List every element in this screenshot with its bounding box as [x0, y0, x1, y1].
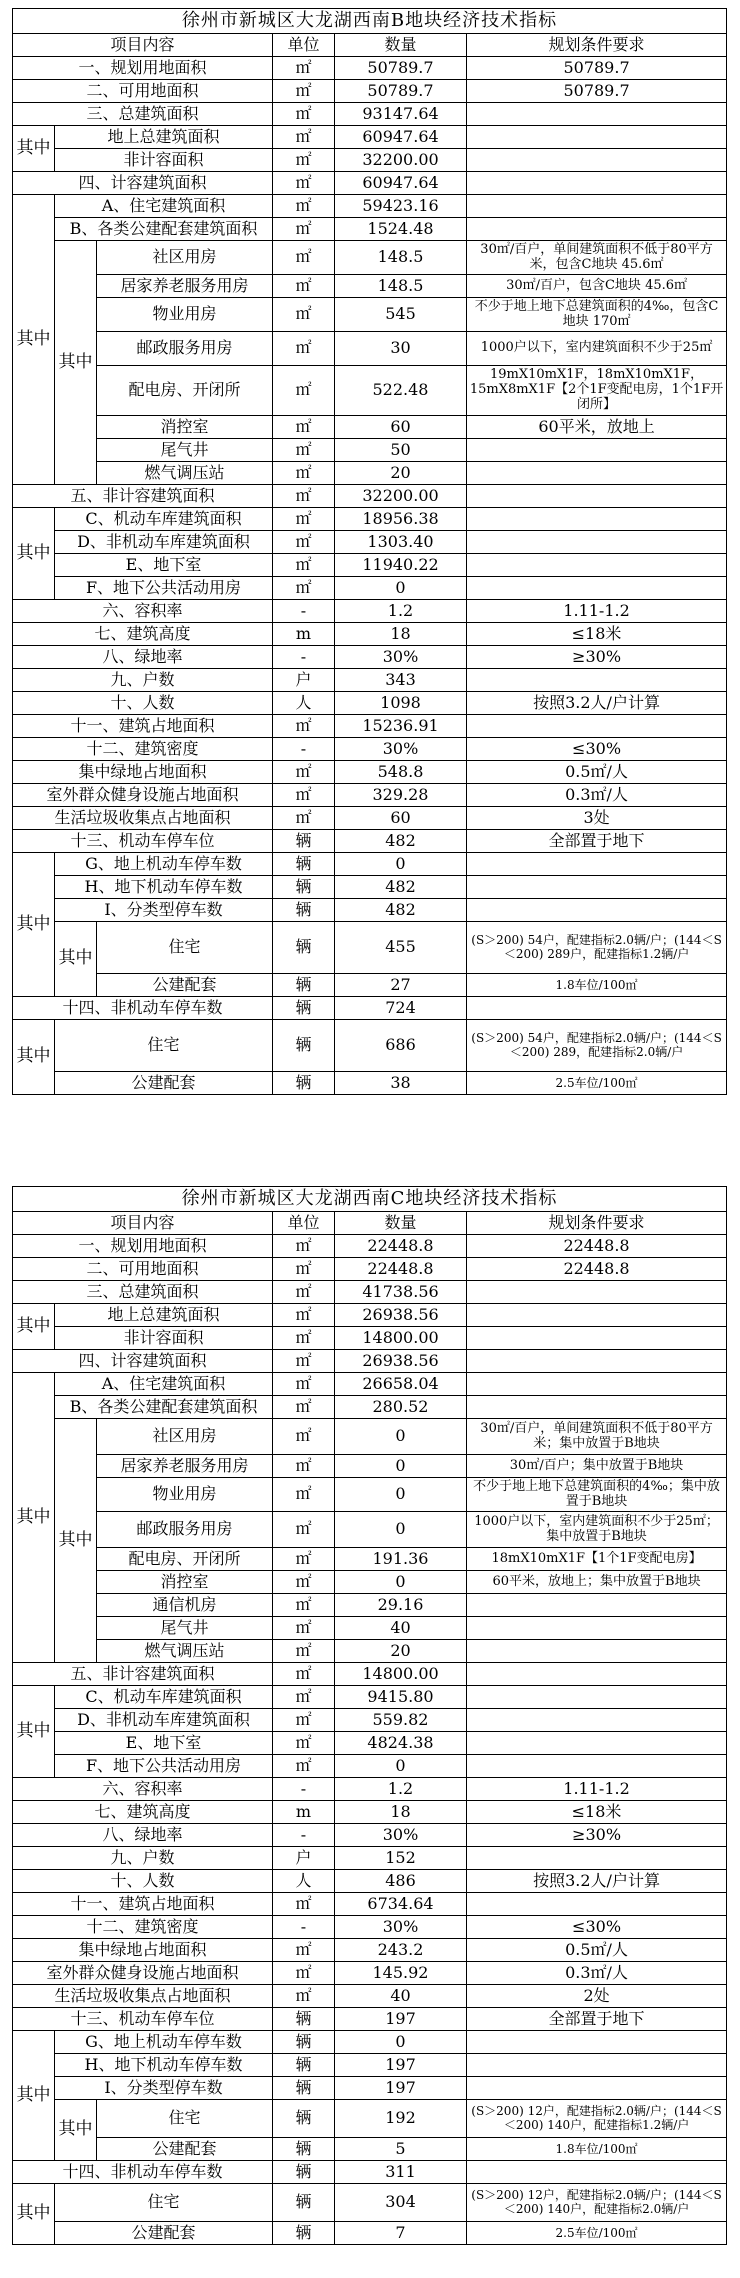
table-row: 其中 A、住宅建筑面积 ㎡ 26658.04 — [13, 1373, 727, 1396]
table-row: E、地下室 ㎡ 4824.38 — [13, 1732, 727, 1755]
table-row: 十、人数 人 1098 按照3.2人/户计算 — [13, 692, 727, 715]
header-row — [13, 1212, 727, 1235]
header-unit: 单位 — [273, 34, 335, 57]
table-row: 非计容面积 ㎡ 32200.00 — [13, 149, 727, 172]
table-row: 室外群众健身设施占地面积 ㎡ 145.92 0.3㎡/人 — [13, 1962, 727, 1985]
table-row: 其中 住宅 辆 304 (S＞200) 12户，配建指标2.0辆/户；(144＜S＜200) 140户，配建指标2.0辆/户 — [13, 2184, 727, 2222]
table-row: 其中 地上总建筑面积 ㎡ 26938.56 — [13, 1304, 727, 1327]
table-row: 十、人数 人 486 按照3.2人/户计算 — [13, 1870, 727, 1893]
table-c — [12, 1186, 727, 2245]
table-row: 其中 G、地上机动车停车数 辆 0 — [13, 853, 727, 876]
table-row: 其中 住宅 辆 192 (S＞200) 12户，配建指标2.0辆/户；(144＜S＜200) 140户，配建指标1.2辆/户 — [13, 2100, 727, 2138]
table-row: E、地下室 ㎡ 11940.22 — [13, 554, 727, 577]
table-row: 一、规划用地面积 ㎡ 50789.7 50789.7 — [13, 57, 727, 80]
table-row: 燃气调压站 ㎡ 20 — [13, 462, 727, 485]
table-row: 其中 住宅 辆 455 (S＞200) 54户，配建指标2.0辆/户；(144＜S＜200) 289户，配建指标1.2辆/户 — [13, 922, 727, 974]
table-row: 十三、机动车停车位 辆 482 全部置于地下 — [13, 830, 727, 853]
table-row: 三、总建筑面积 ㎡ 93147.64 — [13, 103, 727, 126]
header-item: 项目内容 — [13, 1212, 273, 1235]
table-row: 二、可用地面积 ㎡ 50789.7 50789.7 — [13, 80, 727, 103]
table-row: 八、绿地率 - 30% ≥30% — [13, 646, 727, 669]
group-label: 其中 — [13, 1020, 55, 1095]
table-row: 二、可用地面积 ㎡ 22448.8 22448.8 — [13, 1258, 727, 1281]
table-row: 六、容积率 - 1.2 1.11-1.2 — [13, 1778, 727, 1801]
group-label: 其中 — [13, 2031, 55, 2161]
table-row: 十三、机动车停车位 辆 197 全部置于地下 — [13, 2008, 727, 2031]
table-row: 尾气井 ㎡ 40 — [13, 1617, 727, 1640]
table-row: B、各类公建配套建筑面积 ㎡ 1524.48 — [13, 218, 727, 241]
table-row: 集中绿地占地面积 ㎡ 243.2 0.5㎡/人 — [13, 1939, 727, 1962]
table-row: 八、绿地率 - 30% ≥30% — [13, 1824, 727, 1847]
table-row: 集中绿地占地面积 ㎡ 548.8 0.5㎡/人 — [13, 761, 727, 784]
table-row: 燃气调压站 ㎡ 20 — [13, 1640, 727, 1663]
table-row: I、分类型停车数 辆 482 — [13, 899, 727, 922]
group-label: 其中 — [13, 853, 55, 997]
header-qty: 数量 — [335, 1212, 467, 1235]
table-row: 其中 G、地上机动车停车数 辆 0 — [13, 2031, 727, 2054]
table-row: B、各类公建配套建筑面积 ㎡ 280.52 — [13, 1396, 727, 1419]
table-row: 六、容积率 - 1.2 1.11-1.2 — [13, 600, 727, 623]
group-label: 其中 — [13, 1686, 55, 1778]
table-row: D、非机动车库建筑面积 ㎡ 559.82 — [13, 1709, 727, 1732]
table-row: 九、户数 户 152 — [13, 1847, 727, 1870]
table-row: 生活垃圾收集点占地面积 ㎡ 60 3处 — [13, 807, 727, 830]
table-row: 邮政服务用房 ㎡ 0 1000户以下，室内建筑面积不少于25㎡；集中放置于B地块 — [13, 1512, 727, 1548]
group-label: 其中 — [13, 2184, 55, 2245]
group-label: 其中 — [13, 195, 55, 485]
table-title: 徐州市新城区大龙湖西南B地块经济技术指标 — [13, 9, 727, 34]
table-row: 其中 社区用房 ㎡ 148.5 30㎡/百户，单间建筑面积不低于80平方米，包含C地块 45.6㎡ — [13, 241, 727, 275]
table-row: 其中 地上总建筑面积 ㎡ 60947.64 — [13, 126, 727, 149]
header-req: 规划条件要求 — [467, 34, 727, 57]
group-label: 其中 — [13, 508, 55, 600]
group-label: 其中 — [13, 1373, 55, 1663]
table-row: 其中 A、住宅建筑面积 ㎡ 59423.16 — [13, 195, 727, 218]
table-row: 其中 C、机动车库建筑面积 ㎡ 9415.80 — [13, 1686, 727, 1709]
table-b — [12, 8, 727, 1095]
table-row: 七、建筑高度 m 18 ≤18米 — [13, 1801, 727, 1824]
header-item: 项目内容 — [13, 34, 273, 57]
table-row: 居家养老服务用房 ㎡ 0 30㎡/百户；集中放置于B地块 — [13, 1455, 727, 1478]
table-row: 室外群众健身设施占地面积 ㎡ 329.28 0.3㎡/人 — [13, 784, 727, 807]
table-c-container — [12, 1186, 726, 2245]
table-row: 生活垃圾收集点占地面积 ㎡ 40 2处 — [13, 1985, 727, 2008]
group-label: 其中 — [13, 1304, 55, 1350]
table-row: 消控室 ㎡ 0 60平米，放地上；集中放置于B地块 — [13, 1571, 727, 1594]
table-row: 非计容面积 ㎡ 14800.00 — [13, 1327, 727, 1350]
table-row: 配电房、开闭所 ㎡ 522.48 19mX10mX1F，18mX10mX1F，15mX8mX1F【2个1F变配电房，1个1F开闭所】 — [13, 366, 727, 416]
table-row: 公建配套 辆 38 2.5车位/100㎡ — [13, 1072, 727, 1095]
table-row: 四、计容建筑面积 ㎡ 26938.56 — [13, 1350, 727, 1373]
table-row: 七、建筑高度 m 18 ≤18米 — [13, 623, 727, 646]
group-label: 其中 — [55, 1419, 97, 1663]
table-row: 其中 C、机动车库建筑面积 ㎡ 18956.38 — [13, 508, 727, 531]
table-row: 九、户数 户 343 — [13, 669, 727, 692]
header-row — [13, 34, 727, 57]
table-title: 徐州市新城区大龙湖西南C地块经济技术指标 — [13, 1187, 727, 1212]
group-label: 其中 — [13, 126, 55, 172]
table-row: 配电房、开闭所 ㎡ 191.36 18mX10mX1F【1个1F变配电房】 — [13, 1548, 727, 1571]
table-row: 三、总建筑面积 ㎡ 41738.56 — [13, 1281, 727, 1304]
table-row: 通信机房 ㎡ 29.16 — [13, 1594, 727, 1617]
table-row: 十四、非机动车停车数 辆 311 — [13, 2161, 727, 2184]
table-row: 十二、建筑密度 - 30% ≤30% — [13, 1916, 727, 1939]
table-row: 四、计容建筑面积 ㎡ 60947.64 — [13, 172, 727, 195]
table-b-container — [12, 8, 726, 1095]
table-row: 物业用房 ㎡ 545 不少于地上地下总建筑面积的4‰，包含C地块 170㎡ — [13, 298, 727, 332]
table-row: 十一、建筑占地面积 ㎡ 6734.64 — [13, 1893, 727, 1916]
table-row: 公建配套 辆 5 1.8车位/100㎡ — [13, 2138, 727, 2161]
table-row: 公建配套 辆 27 1.8车位/100㎡ — [13, 974, 727, 997]
group-label: 其中 — [55, 922, 97, 997]
header-qty: 数量 — [335, 34, 467, 57]
table-row: 物业用房 ㎡ 0 不少于地上地下总建筑面积的4‰；集中放置于B地块 — [13, 1478, 727, 1512]
group-label: 其中 — [55, 241, 97, 485]
header-req: 规划条件要求 — [467, 1212, 727, 1235]
table-row: D、非机动车库建筑面积 ㎡ 1303.40 — [13, 531, 727, 554]
table-row: 其中 社区用房 ㎡ 0 30㎡/百户，单间建筑面积不低于80平方米；集中放置于B地块 — [13, 1419, 727, 1455]
table-row: 五、非计容建筑面积 ㎡ 32200.00 — [13, 485, 727, 508]
table-row: 尾气井 ㎡ 50 — [13, 439, 727, 462]
table-row: H、地下机动车停车数 辆 482 — [13, 876, 727, 899]
table-row: 一、规划用地面积 ㎡ 22448.8 22448.8 — [13, 1235, 727, 1258]
table-row: 十一、建筑占地面积 ㎡ 15236.91 — [13, 715, 727, 738]
table-row: 十二、建筑密度 - 30% ≤30% — [13, 738, 727, 761]
table-row: 邮政服务用房 ㎡ 30 1000户以下，室内建筑面积不少于25㎡ — [13, 332, 727, 366]
table-row: F、地下公共活动用房 ㎡ 0 — [13, 1755, 727, 1778]
group-label: 其中 — [55, 2100, 97, 2161]
header-unit: 单位 — [273, 1212, 335, 1235]
table-row: F、地下公共活动用房 ㎡ 0 — [13, 577, 727, 600]
table-row: 五、非计容建筑面积 ㎡ 14800.00 — [13, 1663, 727, 1686]
table-row: 居家养老服务用房 ㎡ 148.5 30㎡/百户，包含C地块 45.6㎡ — [13, 275, 727, 298]
table-row: 十四、非机动车停车数 辆 724 — [13, 997, 727, 1020]
table-row: 消控室 ㎡ 60 60平米，放地上 — [13, 416, 727, 439]
table-row: 公建配套 辆 7 2.5车位/100㎡ — [13, 2222, 727, 2245]
table-row: 其中 住宅 辆 686 (S＞200) 54户，配建指标2.0辆/户；(144＜S＜200) 289，配建指标2.0辆/户 — [13, 1020, 727, 1072]
table-row: I、分类型停车数 辆 197 — [13, 2077, 727, 2100]
table-row: H、地下机动车停车数 辆 197 — [13, 2054, 727, 2077]
